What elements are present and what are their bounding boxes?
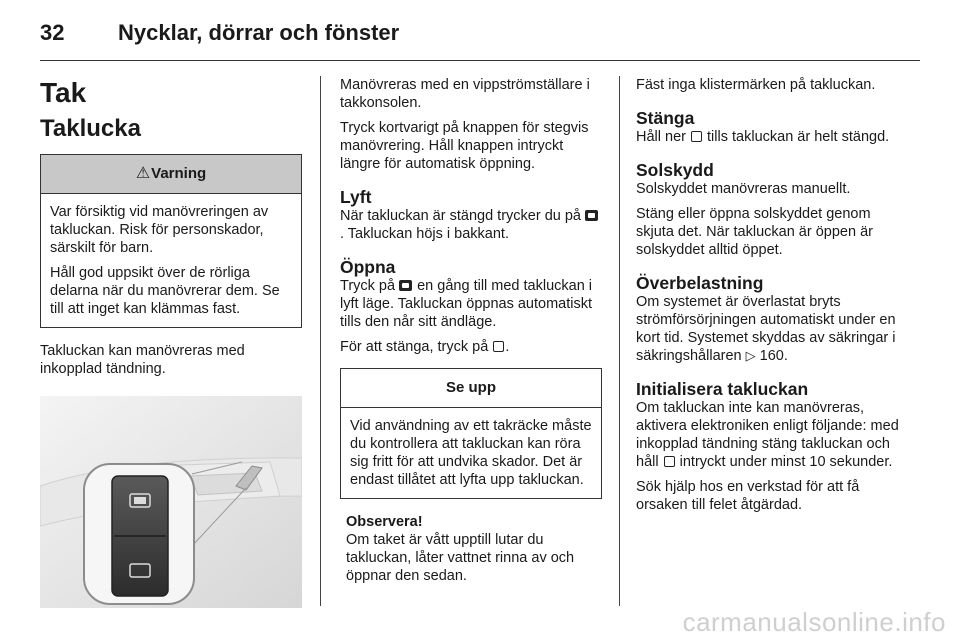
column-3: [636, 76, 906, 521]
tilt-button-icon: [399, 280, 412, 291]
sunshade-heading: Solskydd: [636, 160, 714, 180]
close-button-icon: [691, 131, 702, 142]
subsection-title: Taklucka: [40, 115, 141, 142]
lift-text: När takluckan är stängd trycker du på . Takluckan höjs i bakkant.: [340, 207, 602, 243]
header-divider: [40, 60, 920, 61]
note-text: Om taket är vått upptill lutar du takluckan, låter vattnet rinna av och öppnar den sedan.: [346, 532, 575, 584]
section-title: Tak: [40, 77, 87, 108]
warning-triangle-icon: ⚠: [135, 165, 151, 182]
close-heading: Stänga: [636, 108, 695, 128]
lift-heading: Lyft: [340, 187, 372, 207]
sunshade-text: Stäng eller öppna solskyddet genom skjuta det. När takluckan är öppen är solskyddet alltid öppet.: [636, 206, 873, 258]
page-reference[interactable]: 160: [759, 348, 784, 364]
overload-text: Om systemet är överlastat bryts strömförsörjningen automatiskt under en kort tid. Systemet skyddas av säkringar i säkringshållaren ▷ 160.: [636, 294, 896, 364]
column-divider: [320, 76, 321, 606]
note-block: [340, 513, 602, 585]
initialize-text: Om takluckan inte kan manövreras, aktivera elektroniken enligt följande: med inkopplad tändning stäng takluckan och håll intryckt under minst 10 sekunder.: [636, 400, 899, 470]
help-text: Sök hjälp hos en verkstad för att få orsaken till felet åtgärdad.: [636, 479, 860, 513]
caution-text: Vid användning av ett takräcke måste du kontrollera att takluckan kan röra sig fritt för att undvika skador. Det är endast tillåtet att lyfta upp takluckan.: [350, 418, 592, 488]
close-button-icon: [664, 456, 675, 467]
note-heading: Observera!: [346, 514, 423, 530]
chapter-title: Nycklar, dörrar och fönster: [118, 20, 400, 45]
warning-box: [40, 154, 302, 328]
sunroof-switch-photo: [40, 396, 302, 608]
warning-text: Håll god uppsikt över de rörliga delarna när du manövrerar dem. Se till att inget kan klämmas fast.: [50, 265, 280, 317]
page-header: [40, 16, 920, 60]
warning-heading: Varning: [151, 165, 207, 182]
close-text: Håll ner tills takluckan är helt stängd.: [636, 129, 890, 145]
page-number: 32: [40, 20, 65, 45]
caution-heading: Se upp: [341, 369, 601, 408]
column-1: [40, 76, 302, 608]
close-instruction: För att stänga, tryck på .: [340, 339, 510, 355]
initialize-heading: Initialisera takluckan: [636, 379, 809, 399]
sunshade-text: Solskyddet manövreras manuellt.: [636, 181, 851, 197]
tilt-button-icon: [585, 210, 598, 221]
intro-text: Takluckan kan manövreras med inkopplad tändning.: [40, 343, 245, 377]
caution-box: [340, 368, 602, 499]
open-heading: Öppna: [340, 257, 396, 277]
page-reference-arrow-icon: ▷: [745, 348, 756, 363]
close-button-icon: [493, 341, 504, 352]
body-text: Manövreras med en vippströmställare i takkonsolen.: [340, 77, 590, 111]
sunroof-switch-illustration: [40, 396, 302, 608]
column-2: [340, 76, 602, 592]
body-text: Tryck kortvarigt på knappen för stegvis manövrering. Håll knappen intryckt längre för automatisk öppning.: [340, 120, 589, 172]
overload-heading: Överbelastning: [636, 273, 764, 293]
body-text: Fäst inga klistermärken på takluckan.: [636, 77, 876, 93]
warning-header: [41, 155, 301, 194]
warning-text: Var försiktig vid manövreringen av takluckan. Risk för personskador, särskilt för barn.: [50, 204, 269, 256]
column-divider: [619, 76, 620, 606]
watermark: carmanualsonline.info: [682, 607, 946, 637]
open-text: Tryck på en gång till med takluckan i lyft läge. Takluckan öppnas automatiskt tills den når sitt ändläge.: [340, 278, 593, 330]
